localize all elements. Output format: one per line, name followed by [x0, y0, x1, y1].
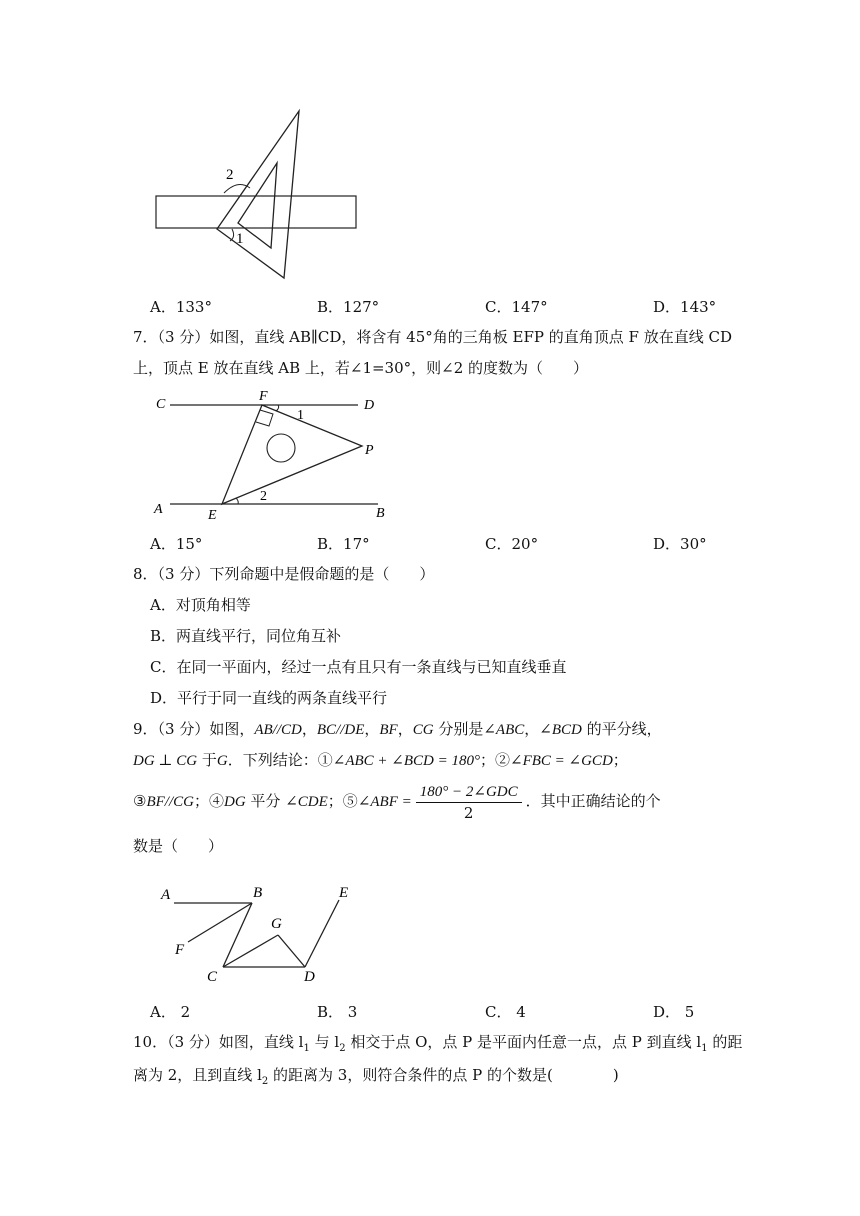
segment-gd: [278, 935, 305, 967]
label-e: E: [208, 508, 217, 523]
q9-sep: ；: [193, 792, 209, 810]
label-b: B: [253, 885, 263, 901]
q10-subscript: 1: [303, 1043, 310, 1054]
q10-text: 相交于点 O，点 P 是平面内任意一点，点 P 到直线 l: [345, 1033, 702, 1051]
q9-stem-line4: 数是（ ）: [133, 837, 224, 855]
segment-de: [305, 900, 339, 967]
q9-sep: ，: [524, 720, 540, 738]
q9-text: 平分: [245, 792, 286, 810]
q9-fraction: [416, 782, 522, 823]
q9-conclusion4-num: ④: [208, 792, 224, 810]
q9-bf: BF: [379, 722, 398, 738]
q10-text: 的距: [707, 1033, 743, 1051]
segment-bc: [223, 903, 252, 967]
q9-text: ．其中正确结论的个: [525, 792, 661, 810]
label-d: D: [304, 969, 315, 985]
q7-option-d[interactable]: D．30°: [653, 535, 707, 553]
q9-option-b[interactable]: B． 3: [317, 1003, 358, 1021]
q7-option-c[interactable]: C．20°: [485, 535, 539, 553]
q10-stem-line2: [133, 1064, 619, 1087]
q9-conclusion4-dg: DG: [223, 794, 246, 810]
triangle-efp: [222, 405, 362, 504]
angle1-label: 1: [236, 231, 244, 247]
q10-subscript: 2: [339, 1043, 346, 1054]
q9-option-d[interactable]: D． 5: [653, 1003, 695, 1021]
label-b: B: [376, 506, 385, 521]
q10-text: 与 l: [309, 1033, 340, 1051]
label-a: A: [154, 502, 163, 517]
q9-text: ．下列结论：: [227, 751, 318, 769]
q8-option-b[interactable]: B．两直线平行，同位角互补: [150, 627, 342, 645]
q7-stem-line1: 7．（3 分）如图，直线 AB∥CD，将含有 45°角的三角板 EFP 的直角顶点 F 放在直线 CD: [133, 328, 732, 346]
angle1-arc: [276, 405, 279, 411]
q6-diagram: [150, 105, 365, 290]
q9-stem-line1: [133, 718, 662, 739]
label-angle2: 2: [260, 489, 267, 504]
q9-conclusion1: ∠ABC + ∠BCD = 180°: [332, 753, 480, 769]
angle2-label: 2: [226, 167, 234, 183]
angle2-arc: [224, 184, 250, 193]
q9-ab-parallel-cd: AB//CD: [254, 722, 302, 738]
q9-sep: ，: [397, 720, 413, 738]
q9-sep: ，: [301, 720, 317, 738]
q7-stem-line2: 上，顶点 E 放在直线 AB 上，若∠1=30°，则∠2 的度数为（ ）: [133, 359, 589, 377]
label-g: G: [271, 916, 282, 932]
label-d: D: [364, 398, 375, 413]
label-c: C: [156, 397, 166, 412]
q9-prefix: 9．（3 分）如图，: [133, 720, 255, 738]
q6-figure: [150, 105, 365, 290]
segment-cg: [223, 935, 278, 967]
label-p: P: [365, 443, 374, 458]
q6-option-c[interactable]: C．147°: [485, 298, 548, 316]
q9-text: 分别是: [433, 720, 484, 738]
segment-bf: [188, 903, 252, 942]
ruler: [156, 196, 356, 228]
q9-option-a[interactable]: A． 2: [150, 1003, 191, 1021]
q9-bc-parallel-de: BC//DE: [316, 722, 365, 738]
q9-sep: ；: [612, 751, 628, 769]
q9-fraction-denominator: 2: [463, 803, 474, 822]
q9-stem-line2: [133, 749, 628, 770]
q9-conclusion3-num: ③: [133, 792, 147, 810]
label-f: F: [259, 389, 268, 404]
q9-sep: ，: [364, 720, 380, 738]
q8-option-c[interactable]: C．在同一平面内，经过一点有且只有一条直线与已知直线垂直: [150, 658, 567, 676]
q9-stem-line3: [133, 778, 661, 825]
q10-text: 离为 2，且到直线 l: [133, 1066, 262, 1084]
q10-text: 10．（3 分）如图，直线 l: [133, 1033, 304, 1051]
q9-figure: [155, 880, 360, 990]
q9-fraction-numerator: 180° − 2∠GDC: [416, 782, 522, 803]
q10-text: 的距离为 3，则符合条件的点 P 的个数是( ): [268, 1066, 619, 1084]
q9-cg: CG: [412, 722, 434, 738]
q9-conclusion2-num: ②: [495, 751, 511, 769]
q9-angle-abc: ∠ABC: [483, 722, 525, 738]
q9-diagram: [155, 880, 360, 990]
q9-dg-perp-cg: DG ⊥ CG: [133, 753, 198, 769]
q7-diagram: [150, 388, 395, 523]
q8-option-d[interactable]: D．平行于同一直线的两条直线平行: [150, 689, 388, 707]
q6-option-a[interactable]: A．133°: [150, 298, 212, 316]
q9-conclusion2: ∠FBC = ∠GCD: [510, 753, 613, 769]
q10-stem-line1: [133, 1031, 742, 1054]
label-f: F: [175, 942, 185, 958]
q7-figure: [150, 388, 395, 523]
q9-option-c[interactable]: C． 4: [485, 1003, 526, 1021]
triangle-hole: [267, 434, 295, 462]
label-e: E: [339, 885, 349, 901]
q8-stem: 8．（3 分）下列命题中是假命题的是（ ）: [133, 565, 435, 583]
q10-subscript: 2: [261, 1076, 269, 1087]
q7-option-a[interactable]: A．15°: [150, 535, 203, 553]
q10-subscript: 1: [701, 1043, 708, 1054]
q9-sep: ；: [479, 751, 495, 769]
q9-conclusion5-lhs: ∠ABF =: [357, 794, 412, 810]
q9-conclusion5-num: ⑤: [342, 792, 358, 810]
angle2-arc: [236, 498, 238, 504]
outer-triangle: [217, 111, 299, 278]
label-a: A: [161, 887, 171, 903]
q6-option-d[interactable]: D．143°: [653, 298, 717, 316]
q9-text: 的平分线，: [581, 720, 662, 738]
q9-point-g: G: [216, 753, 228, 769]
q9-text: 于: [197, 751, 217, 769]
q9-conclusion4-angle: ∠CDE: [285, 794, 328, 810]
q9-angle-bcd: ∠BCD: [539, 722, 582, 738]
q6-option-b[interactable]: B．127°: [317, 298, 380, 316]
label-c: C: [207, 969, 218, 985]
q8-option-a[interactable]: A．对顶角相等: [150, 596, 251, 614]
label-angle1: 1: [297, 408, 304, 423]
inner-triangle: [238, 163, 277, 248]
q7-option-b[interactable]: B．17°: [317, 535, 370, 553]
q9-sep: ；: [327, 792, 343, 810]
q9-conclusion1-num: ①: [317, 751, 333, 769]
q9-conclusion3: BF//CG: [146, 794, 194, 810]
